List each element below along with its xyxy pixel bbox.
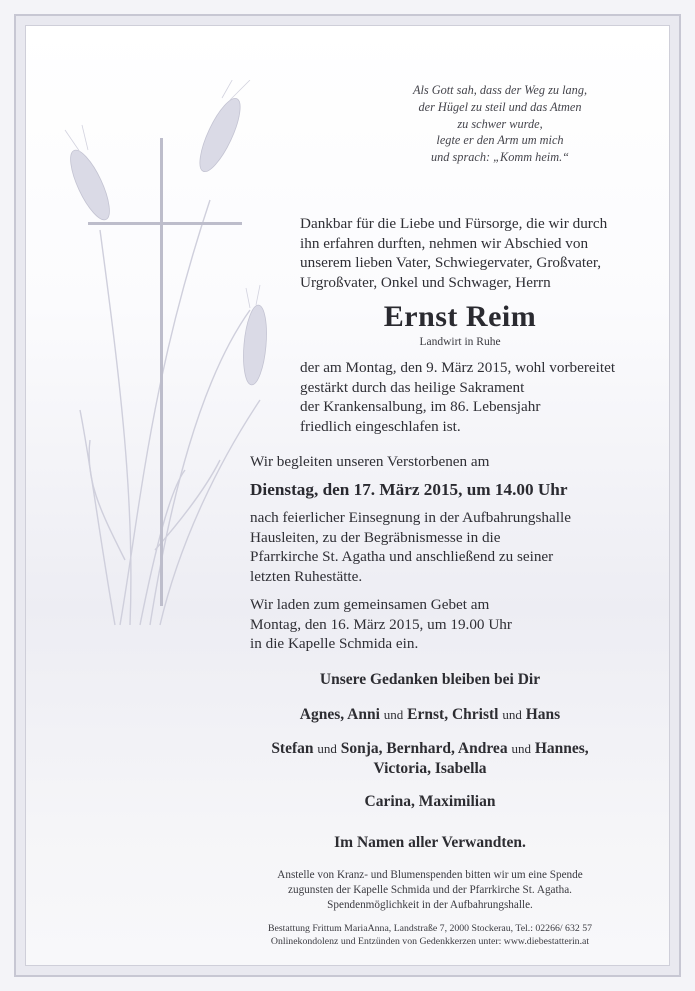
cross-icon <box>88 138 242 606</box>
donation-line: zugunsten der Kapelle Schmida und der Pfarrkirche St. Agatha. <box>288 884 572 896</box>
poem-line: zu schwer wurde, <box>457 116 543 131</box>
family-names: Sonja, Bernhard, Andrea <box>340 740 508 757</box>
intro-text <box>300 214 640 292</box>
family-names: Ernst, Christl <box>407 706 499 723</box>
death-notice-line: gestärkt durch das heilige Sakrament <box>300 378 525 396</box>
wheat-icon <box>80 200 260 625</box>
deceased-occupation: Landwirt in Ruhe <box>419 336 501 348</box>
funeral-details <box>250 508 650 586</box>
family-conjunction: und <box>511 741 531 756</box>
prayer-line: Wir laden zum gemeinsamen Gebet am <box>250 596 490 613</box>
funeral-date: Dienstag, den 17. März 2015, um 14.00 Uhr <box>250 480 568 499</box>
family-names: Agnes, Anni <box>299 706 380 723</box>
prayer-invitation <box>250 595 650 654</box>
family-names: Hans <box>525 706 561 723</box>
family-line-great-grandchildren: Carina, Maximilian <box>364 793 496 810</box>
prayer-line: in die Kapelle Schmida ein. <box>250 635 419 653</box>
wheat-ears <box>63 94 269 386</box>
poem-line: der Hügel zu steil und das Atmen <box>418 99 582 114</box>
funeral-intro: Wir begleiten unseren Verstorbenen am <box>250 453 490 470</box>
family-line-grandchildren-2: Victoria, Isabella <box>373 760 487 777</box>
poem-line: Als Gott sah, dass der Weg zu lang, <box>412 83 588 97</box>
death-notice-line: friedlich eingeschlafen ist. <box>300 417 461 435</box>
family-conjunction: und <box>383 707 404 722</box>
footer-line: Bestattung Frittum MariaAnna, Landstraße 7, 2000 Stockerau, Tel.: 02266/ 632 57 <box>267 923 592 934</box>
death-notice-line: der Krankensalbung, im 86. Lebensjahr <box>300 398 541 416</box>
poem-line: und sprach: „Komm heim.“ <box>430 150 569 165</box>
intro-line: ihn erfahren durften, nehmen wir Abschied von <box>300 234 589 252</box>
family-line-children <box>200 706 660 724</box>
family-conjunction: und <box>502 707 522 722</box>
death-notice-line: der am Montag, den 9. März 2015, wohl vorbereitet <box>300 359 616 376</box>
intro-line: Urgroßvater, Onkel und Schwager, Herrn <box>300 273 551 291</box>
intro-line: Dankbar für die Liebe und Fürsorge, die wir durch <box>300 215 608 232</box>
family-names: Stefan <box>271 740 314 757</box>
undertaker-footer <box>200 923 660 948</box>
funeral-details-line: letzten Ruhestätte. <box>250 567 363 585</box>
family-closing: Im Namen aller Verwandten. <box>334 834 526 851</box>
funeral-details-line: nach feierlicher Einsegnung in der Aufbahrungshalle <box>250 509 571 526</box>
family-heading: Unsere Gedanken bleiben bei Dir <box>319 671 541 688</box>
poem-line: legte er den Arm um mich <box>436 133 564 148</box>
funeral-details-line: Pfarrkirche St. Agatha und anschließend zu seiner <box>250 548 554 566</box>
family-conjunction: und <box>317 741 337 756</box>
family-names: Hannes, <box>534 740 589 757</box>
family-line-grandchildren <box>200 740 660 758</box>
funeral-details-line: Hausleiten, zu der Begräbnismesse in die <box>250 528 501 546</box>
intro-line: unserem lieben Vater, Schwiegervater, Großvater, <box>300 254 602 272</box>
deceased-name: Ernst Reim <box>383 300 537 333</box>
footer-line: Onlinekondolenz und Entzünden von Gedenkkerzen unter: www.diebestatterin.at <box>270 935 590 947</box>
prayer-line: Montag, den 16. März 2015, um 19.00 Uhr <box>250 615 512 633</box>
poem <box>400 82 600 166</box>
death-notice <box>300 358 650 436</box>
donation-line: Spendenmöglichkeit in der Aufbahrungshalle. <box>327 899 533 911</box>
donation-note <box>220 868 640 913</box>
donation-line: Anstelle von Kranz- und Blumenspenden bitten wir um eine Spende <box>277 869 583 881</box>
